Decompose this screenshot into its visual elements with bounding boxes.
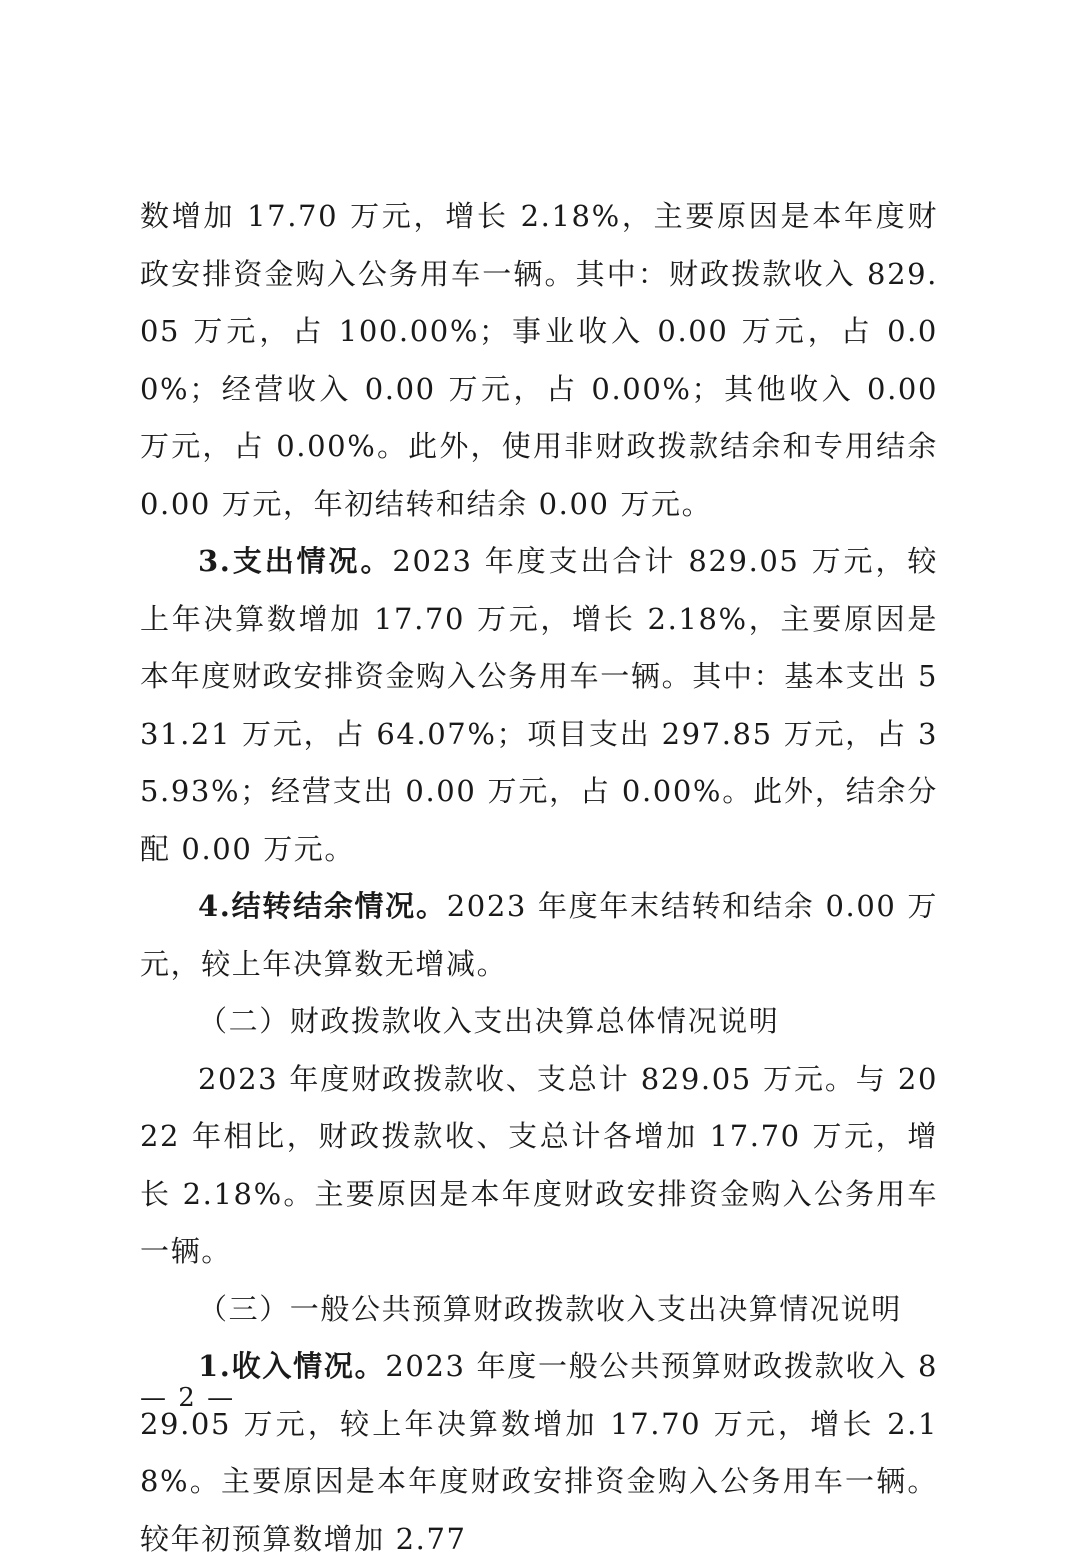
paragraph-carryover: [140, 878, 938, 993]
paragraph-expenditure: [140, 533, 938, 878]
document-body: [140, 188, 938, 1568]
paragraph-income-continued: 数增加 17.70 万元，增长 2.18%，主要原因是本年度财政安排资金购入公务用车一辆。其中：财政拨款收入 829.05 万元，占 100.00%；事业收入 0.00 万元，占 0.00%；经营收入 0.00 万元，占 0.00%；其他收入 0.00 万元，占 0.00%。此外，使用非财政拨款结余和专用结余 0.00 万元，年初结转和结余 0.00 万元。: [140, 199, 938, 521]
expenditure-heading: 3.支出情况。: [198, 544, 393, 578]
paragraph-fiscal-total: 2023 年度财政拨款收、支总计 829.05 万元。与 2022 年相比，财政拨款收、支总计各增加 17.70 万元，增长 2.18%。主要原因是本年度财政安排资金购入公务用车一辆。: [140, 1061, 938, 1268]
carryover-text: 2023 年度年末结转和结余 0.00 万元，较上年决算数无增减。: [140, 889, 938, 981]
expenditure-text: 2023 年度支出合计 829.05 万元，较上年决算数增加 17.70 万元，增长 2.18%，主要原因是本年度财政安排资金购入公务用车一辆。其中：基本支出 531.21 万元，占 64.07%；项目支出 297.85 万元，占 35.93%；经营支出 0.00 万元，占 0.00%。此外，结余分配 0.00 万元。: [140, 544, 938, 866]
paragraph-general-budget-income: [140, 1338, 938, 1568]
general-income-heading: 1.收入情况。: [198, 1349, 386, 1383]
page-number: — 2 —: [140, 1383, 236, 1413]
section-3-title: （三）一般公共预算财政拨款收入支出决算情况说明: [198, 1291, 902, 1326]
carryover-heading: 4.结转结余情况。: [198, 889, 447, 923]
section-2-title: （二）财政拨款收入支出决算总体情况说明: [198, 1004, 780, 1038]
general-income-text: 2023 年度一般公共预算财政拨款收入 829.05 万元，较上年决算数增加 17.70 万元，增长 2.18%。主要原因是本年度财政安排资金购入公务用车一辆。较年初预算数增加 2.77: [140, 1349, 938, 1556]
